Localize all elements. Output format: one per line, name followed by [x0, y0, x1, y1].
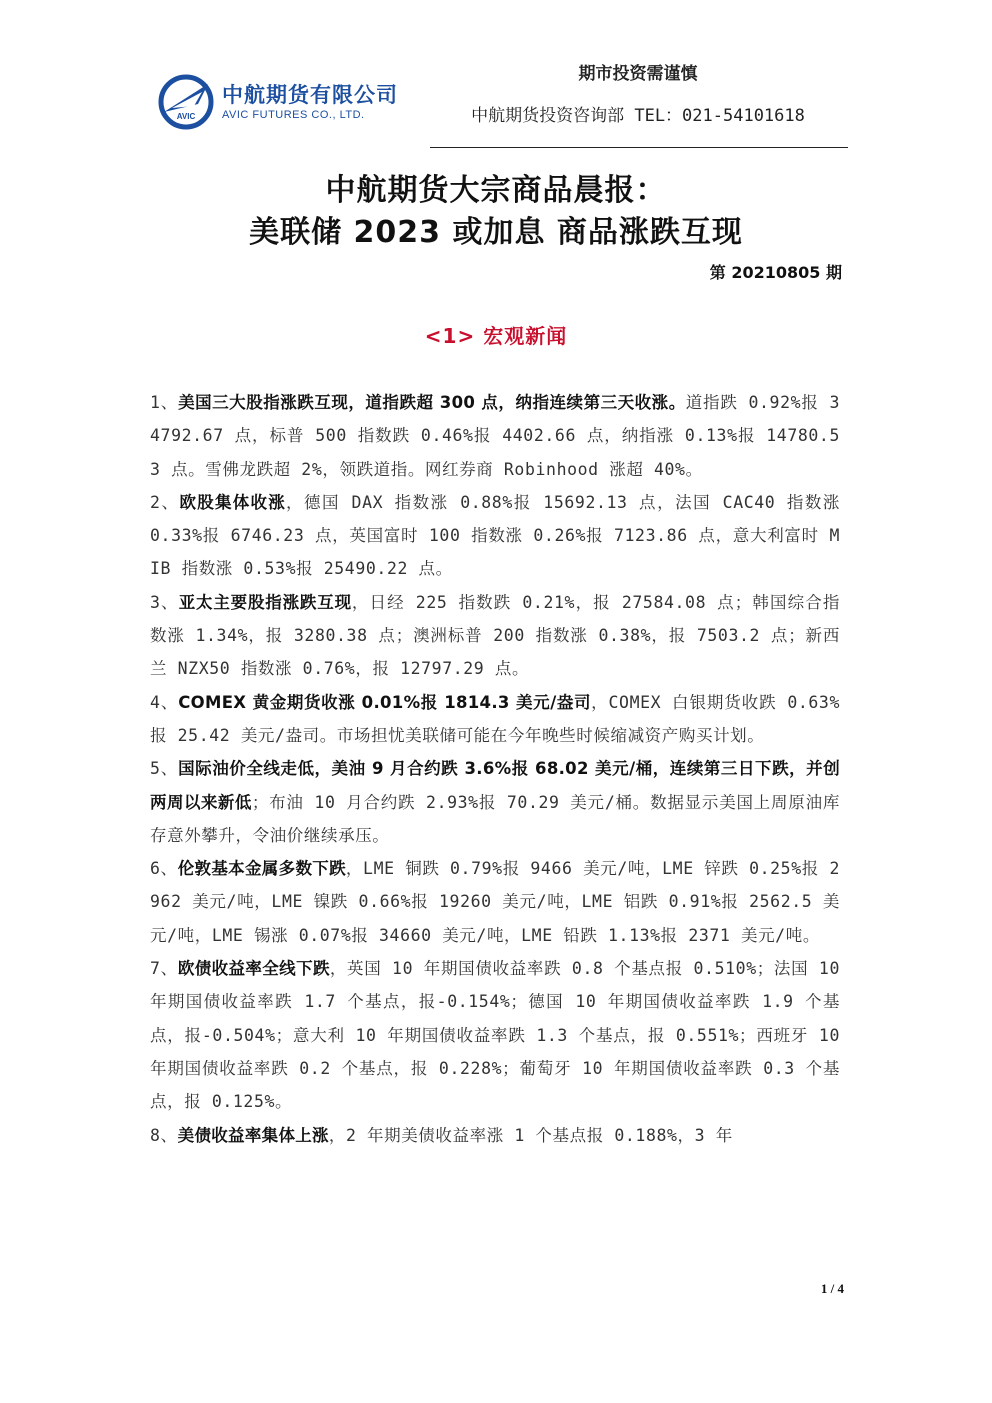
news-item: 8、美债收益率集体上涨，2 年期美债收益率涨 1 个基点报 0.188%，3 年: [150, 1125, 733, 1145]
avic-logo-icon: [158, 74, 214, 130]
news-item: 4、COMEX 黄金期货收涨 0.01%报 1814.3 美元/盎司，COMEX 白银期货收跌 0.63%报 25.42 美元/盎司。市场担忧美联储可能在今年晚些时候缩减资产购买计划。: [150, 692, 841, 745]
company-name-cn: 中航期货有限公司: [222, 83, 398, 107]
header-info: [438, 60, 838, 130]
news-item: 1、美国三大股指涨跌互现，道指跌超 300 点，纳指连续第三天收涨。道指跌 0.92%报 34792.67 点，标普 500 指数跌 0.46%报 4402.66 点，纳指涨 0.13%报 14780.53 点。雪佛龙跌超 2%，领跌道指。网红券商 Robinhood 涨超 40%。: [150, 393, 840, 479]
news-item: 2、欧股集体收涨，德国 DAX 指数涨 0.88%报 15692.13 点，法国 CAC40 指数涨 0.33%报 6746.23 点，英国富时 100 指数涨 0.26%报 7123.86 点，意大利富时 MIB 指数涨 0.53%报 25490.22 点。: [150, 492, 840, 579]
news-item: 3、亚太主要股指涨跌互现，日经 225 指数跌 0.21%，报 27584.08 点；韩国综合指数涨 1.34%，报 3280.38 点；澳洲标普 200 指数涨 0.38%，报 7503.2 点；新西兰 NZX50 指数涨 0.76%，报 12797.29 点。: [150, 592, 841, 679]
page-number: 1 / 4: [820, 1281, 844, 1296]
report-title: [0, 170, 992, 254]
news-item: 5、国际油价全线走低，美油 9 月合约跌 3.6%报 68.02 美元/桶，连续第三日下跌，并创两周以来新低；布油 10 月合约跌 2.93%报 70.29 美元/桶。数据显示美国上周原油库存意外攀升，令油价继续承压。: [150, 759, 841, 845]
title-line-1: 中航期货大宗商品晨报：: [325, 173, 667, 208]
company-name-en: AVIC FUTURES CO., LTD.: [222, 109, 365, 121]
page-header: [148, 60, 848, 146]
title-line-2: 美联储 2023 或加息 商品涨跌互现: [249, 215, 743, 250]
company-logo: [158, 74, 398, 130]
issue-number: 第 20210805 期: [709, 263, 842, 282]
section-heading-macro-news: <1> 宏观新闻: [424, 324, 568, 348]
risk-warning: 期市投资需谨慎: [578, 64, 698, 84]
news-list: [150, 386, 840, 1152]
news-item: 7、欧债收益率全线下跌，英国 10 年期国债收益率跌 0.8 个基点报 0.510%；法国 10 年期国债收益率跌 1.7 个基点，报-0.154%；德国 10 年期国债收益率跌 1.9 个基点，报-0.504%；意大利 10 年期国债收益率跌 1.3 个基点，报 0.551%；西班牙 10 年期国债收益率跌 0.2 个基点，报 0.228%；葡萄牙 10 年期国债收益率跌 0.3 个基点，报 0.125%。: [150, 959, 840, 1112]
header-divider: [430, 147, 848, 148]
news-item: 6、伦敦基本金属多数下跌，LME 铜跌 0.79%报 9466 美元/吨，LME 锌跌 0.25%报 2962 美元/吨，LME 镍跌 0.66%报 19260 美元/吨，LME 铝跌 0.91%报 2562.5 美元/吨，LME 锡涨 0.07%报 34660 美元/吨，LME 铅跌 1.13%报 2371 美元/吨。: [150, 859, 840, 945]
contact-line: 中航期货投资咨询部 TEL：021-54101618: [471, 106, 805, 126]
svg-text:AVIC: AVIC: [176, 112, 196, 121]
